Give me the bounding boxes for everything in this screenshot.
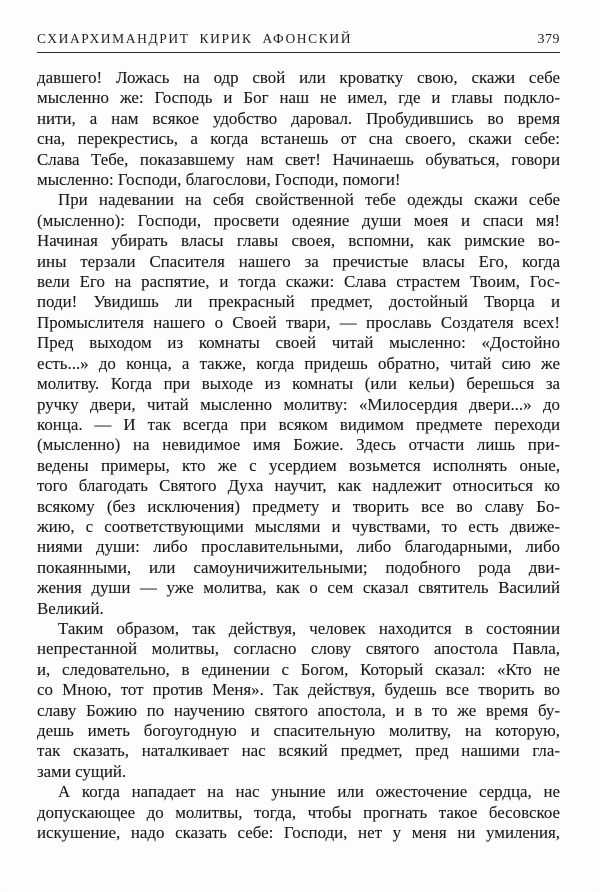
text-line: Великий.: [37, 598, 104, 618]
text-line: жения души — уже молитва, как о сем сказал святитель Василий: [37, 578, 560, 598]
text-line: жию, с соответствующими мыслями и чувствами, то есть движе-: [37, 516, 560, 536]
running-header: [37, 0, 560, 48]
text-line: так сказать, наталкивает нас всякий предмет, пред нашими гла-: [37, 741, 560, 761]
text-line: непрестанной молитвы, согласно слову святого апостола Павла,: [37, 639, 560, 659]
text-line: мысленно же: Господь и Бог наш не имел, где и главы подкло-: [37, 88, 560, 108]
text-line: есть...» до конца, а также, когда придешь обратно, читай сию же: [37, 353, 560, 373]
running-title: СХИАРХИМАНДРИТ КИРИК АФОНСКИЙ: [37, 31, 353, 46]
text-line: ведены примеры, кто же с усердием возьмется исполнять оные,: [37, 455, 560, 475]
header-rule: [37, 52, 560, 53]
paragraph: [37, 190, 560, 619]
paragraph: [37, 68, 560, 190]
text-line: поди! Увидишь ли прекрасный предмет, достойный Творца и: [37, 292, 560, 312]
text-line: Пред выходом из комнаты своей читай мысленно: «Достойно: [37, 333, 560, 353]
paragraph: [37, 619, 560, 782]
text-line: ины терзали Спасителя нашего за пречистые власы Его, когда: [37, 251, 560, 271]
page-number: 379: [537, 32, 560, 47]
text-line: дешь иметь богоугодную и спасительную молитву, на которую,: [37, 721, 560, 740]
text-block: [37, 68, 560, 843]
text-line: и, следовательно, в единении с Богом, Который сказал: «Кто не: [37, 659, 560, 679]
text-line: (мысленно): Господи, просвети одеяние души моея и спаси мя!: [37, 210, 560, 230]
text-line: Слава Тебе, показавшему нам свет! Начинаешь обуваться, говори: [37, 149, 560, 169]
text-line: вели Его на распятие, и тогда скажи: Слава страстем Твоим, Гос-: [37, 272, 560, 292]
text-line: сна, перекрестись, а когда встанешь от сна своего, скажи себе:: [37, 129, 560, 149]
text-line: ниями души: либо прославительными, либо благодарными, либо: [37, 537, 560, 557]
text-line: (мысленно) на невидимое имя Божие. Здесь отчасти лишь при-: [37, 435, 560, 455]
text-line: всякому (без исключения) предмету и творить все во славу Бо-: [37, 496, 560, 516]
text-line: При надевании на себя свойственной тебе одежды скажи себе: [58, 190, 560, 210]
text-line: покаянными, или самоуничижительными; подобного рода дви-: [37, 557, 560, 577]
text-line: того благодать Святого Духа научит, как надлежит относиться ко: [37, 476, 560, 496]
text-line: конца. — И так всегда при всяком видимом предмете переходи: [37, 414, 560, 434]
text-line: со Мною, тот против Меня». Так действуя, будешь все творить во: [37, 680, 560, 700]
text-line: А когда нападает на нас уныние или ожесточение сердца, не: [58, 782, 560, 802]
text-line: нити, а нам всякое удобство даровал. Пробудившись во время: [37, 108, 560, 128]
text-line: зами сущий.: [37, 761, 127, 781]
text-line: искушение, надо сказать себе: Господи, нет у меня ни умиления,: [37, 823, 560, 843]
paragraph: [37, 782, 560, 843]
text-line: мысленно: Господи, благослови, Господи, помоги!: [37, 170, 401, 190]
text-line: давшего! Ложась на одр свой или кроватку свою, скажи себе: [37, 68, 560, 87]
text-line: Таким образом, так действуя, человек находится в состоянии: [58, 618, 560, 638]
text-line: Начиная убирать власы главы своея, вспомни, как римские во-: [37, 231, 560, 251]
text-line: Промыслителя нашего о Своей твари, — прославь Создателя всех!: [37, 312, 560, 332]
text-line: допускающее до молитвы, тогда, чтобы прогнать такое бесовское: [37, 802, 560, 822]
text-line: ручку двери, читай мысленно молитву: «Милосердия двери...» до: [37, 394, 560, 414]
text-line: славу Божию по научению святого апостола, и в то же время бу-: [37, 700, 560, 720]
text-line: молитву. Когда при выходе из комнаты (или кельи) берешься за: [37, 374, 560, 394]
